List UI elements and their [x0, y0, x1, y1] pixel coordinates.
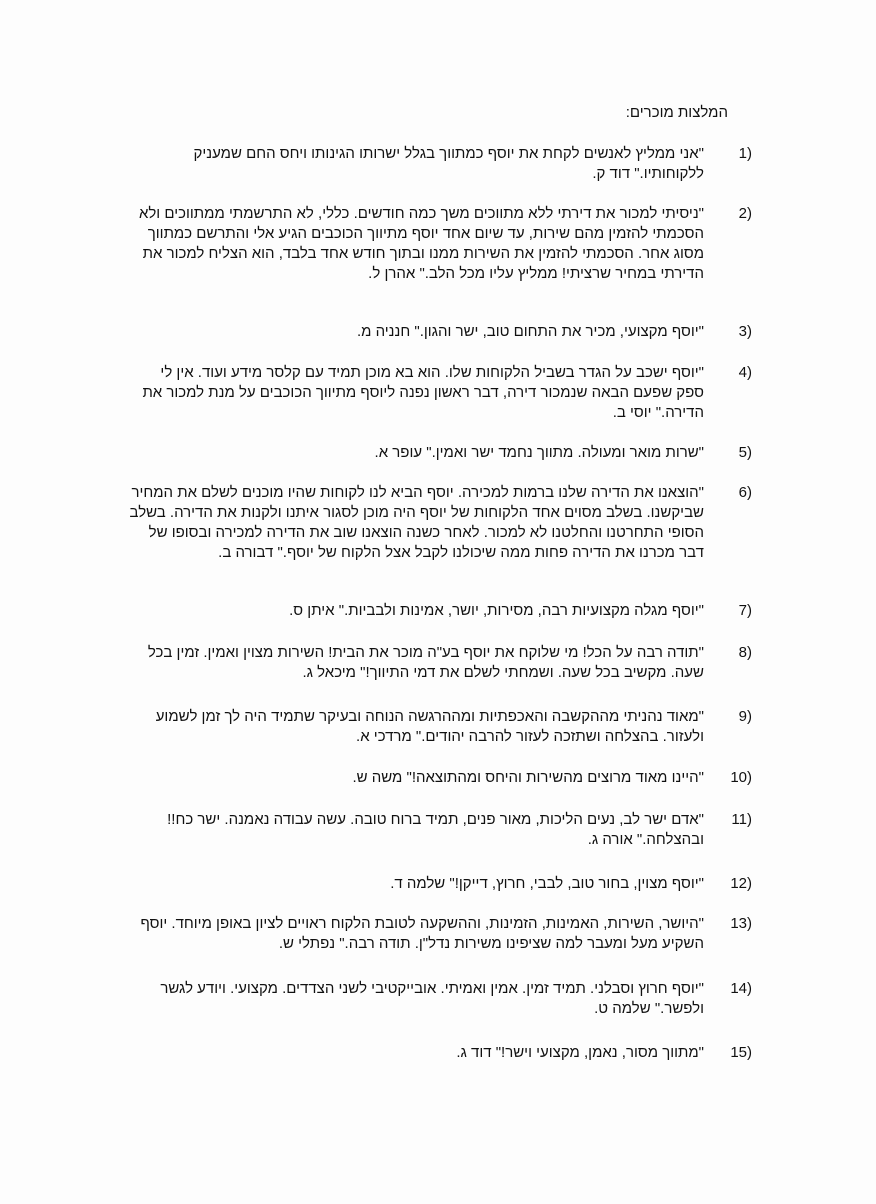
item-number: 7) [738, 602, 752, 619]
item-number: 8) [738, 644, 752, 661]
recommendation-item [129, 204, 752, 284]
recommendation-text: "הוצאנו את הדירה שלנו ברמות למכירה. יוסף הביא לנו לקוחות שהיו מוכנים לשלם את המחיר שביקשנו. בשלב מסוים אחד הלקוחות של יוסף היה מוכן לסגור איתנו ולקנות את הדירה. בשלב הסופי התחרטנו והחלטנו לא למכור. לאחר כשנה הוצאנו שוב את הדירה למכירה ובסופו של דבר מכרנו את הדירה פחות ממה שיכולנו לקבל אצל הלקוח של יוסף." דבורה ב. [129, 484, 704, 561]
recommendation-text: "יוסף מצוין, בחור טוב, לבבי, חרוץ, דייקן!" שלמה ד. [390, 875, 704, 892]
recommendation-item [129, 483, 752, 563]
recommendation-text: "שרות מואר ומעולה. מתווך נחמד ישר ואמין." עופר א. [374, 444, 704, 461]
recommendation-item [129, 1043, 752, 1063]
recommendation-text: "יוסף חרוץ וסבלני. תמיד זמין. אמין ואמיתי. אובייקטיבי לשני הצדדים. מקצועי. ויודע לגשר ולפשר." שלמה ט. [160, 980, 704, 1017]
item-number: 11) [731, 811, 752, 828]
recommendation-text: "יוסף מגלה מקצועיות רבה, מסירות, יושר, אמינות ולבביות." איתן ס. [289, 602, 704, 619]
recommendation-item [129, 144, 752, 184]
item-number: 5) [738, 444, 752, 461]
item-number: 14) [730, 980, 752, 997]
item-number: 13) [730, 915, 752, 932]
recommendation-text: "מאוד נהניתי מההקשבה והאכפתיות ומההרגשה הנוחה ובעיקר שתמיד היה לך זמן לשמוע ולעזור. בהצלחה ושתזכה לעזור להרבה יהודים." מרדכי א. [155, 708, 704, 745]
item-number: 2) [738, 205, 752, 222]
item-number: 3) [738, 323, 752, 340]
recommendation-item [129, 363, 752, 423]
recommendation-text: "היינו מאוד מרוצים מהשירות והיחס ומהתוצאה!" משה ש. [352, 769, 704, 786]
item-number: 4) [738, 364, 752, 381]
recommendation-item [129, 768, 752, 788]
recommendation-item [129, 979, 752, 1019]
item-number: 1) [738, 145, 752, 162]
recommendation-item [129, 707, 752, 747]
recommendation-text: "מתווך מסור, נאמן, מקצועי וישר!" דוד ג. [456, 1044, 704, 1061]
recommendation-item [129, 874, 752, 894]
item-number: 6) [738, 484, 752, 501]
item-number: 9) [738, 708, 752, 725]
recommendation-text: "תודה רבה על הכל! מי שלוקח את יוסף בע"ה מוכר את הבית! השירות מצוין ואמין. זמין בכל שעה. מקשיב בכל שעה. ושמחתי לשלם את דמי התיווך!" מיכאל ג. [147, 644, 704, 681]
recommendation-text: "יוסף מקצועי, מכיר את התחום טוב, ישר והגון." חנניה מ. [356, 323, 704, 340]
item-number: 12) [730, 875, 752, 892]
recommendation-item [129, 601, 752, 621]
recommendation-text: "אני ממליץ לאנשים לקחת את יוסף כמתווך בגלל ישרותו הגינותו ויחס החם שמעניק ללקוחותיו." דוד ק. [193, 145, 704, 182]
recommendation-item [129, 914, 752, 954]
page-title: המלצות מוכרים: [625, 104, 728, 121]
item-number: 15) [730, 1044, 752, 1061]
recommendation-text: "ניסיתי למכור את דירתי ללא מתווכים משך כמה חודשים. כללי, לא התרשמתי ממתווכים ולא הסכמתי להזמין מהם שירות, עד שיום אחד יוסף מתיווך הכוכבים הגיע אלי והתרשם כמתווך מסוג אחר. הסכמתי להזמין את השירות ממנו ובתוך חודש אחד בלבד, הוא הצליח למכור את הדירתי במחיר שרציתי! ממליץ עליו מכל הלב." אהרן ל. [138, 205, 704, 282]
recommendation-item [129, 810, 752, 850]
item-number: 10) [730, 769, 752, 786]
recommendation-item [129, 322, 752, 342]
recommendation-text: "אדם ישר לב, נעים הליכות, מאור פנים, תמיד ברוח טובה. עשה עבודה נאמנה. ישר כח!! ובהצלחה." אורה ג. [167, 811, 704, 848]
recommendation-item [129, 443, 752, 463]
recommendation-text: "היושר, השירות, האמינות, הזמינות, וההשקעה לטובת הלקוח ראויים לציון באופן מיוחד. יוסף השקיע מעל ומעבר למה שציפינו משירות נדל"ן. תודה רבה." נפתלי ש. [140, 915, 704, 952]
recommendation-item [129, 643, 752, 683]
recommendation-text: "יוסף ישכב על הגדר בשביל הלקוחות שלו. הוא בא מוכן תמיד עם קלסר מידע ועוד. אין לי ספק שפעם הבאה שנמכור דירה, דבר ראשון נפנה ליוסף מתיווך הכוכבים על מנת למכור את הדירה." יוסי ב. [142, 364, 704, 421]
